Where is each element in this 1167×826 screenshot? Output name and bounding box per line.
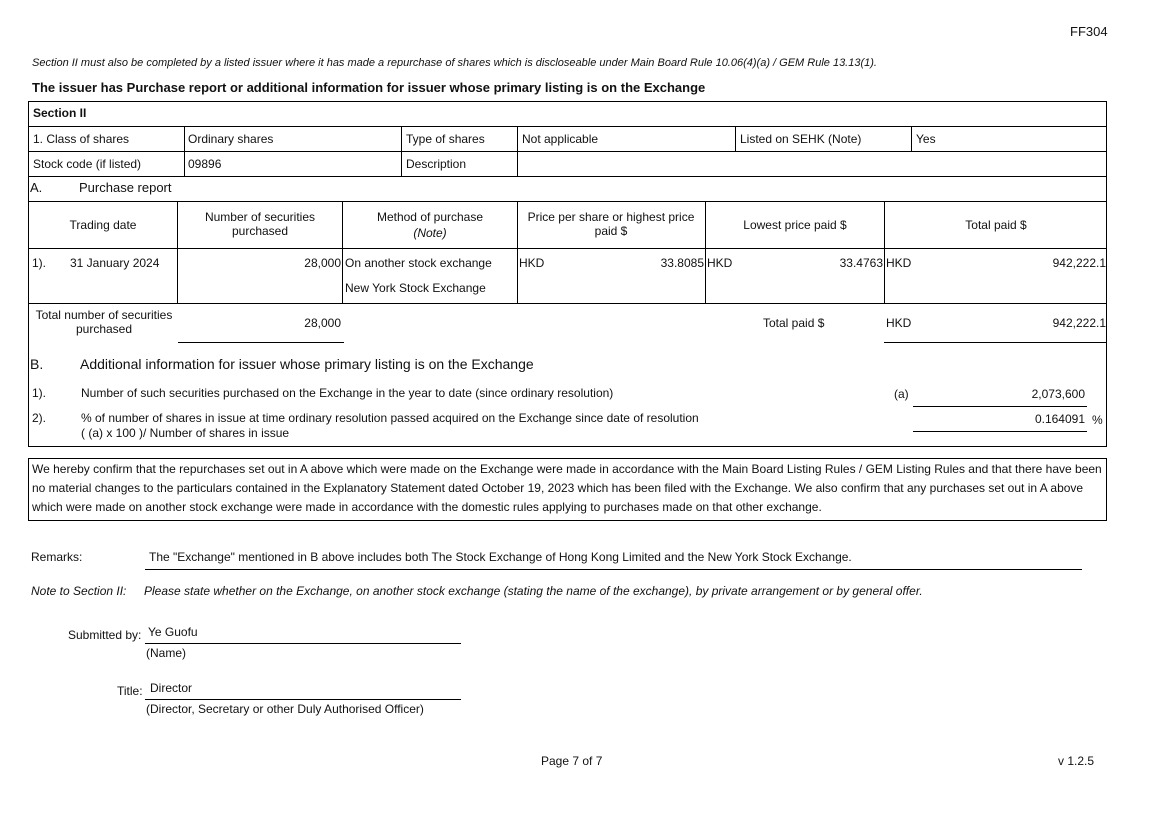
submitted-title: Director: [150, 681, 193, 695]
col-price-high: Price per share or highest price paid $: [527, 210, 695, 238]
total-num-label: Total number of securities purchased: [35, 308, 173, 336]
note-text: Please state whether on the Exchange, on another stock exchange (stating the name of the exchange), by private arrangement or by general offer.: [144, 584, 923, 598]
row-method-1: On another stock exchange: [345, 256, 492, 270]
note-label: Note to Section II:: [31, 584, 127, 598]
row-price-high: 33.8085: [660, 256, 704, 270]
total-paid-currency: HKD: [886, 316, 912, 330]
part-b-letter: B.: [30, 356, 44, 372]
row-lowest: 33.4763: [839, 256, 883, 270]
row-index: 1).: [32, 256, 47, 270]
stock-code-label: Stock code (if listed): [33, 157, 142, 171]
description-label: Description: [406, 157, 467, 171]
stock-code-value: 09896: [188, 157, 222, 171]
col-lowest: Lowest price paid $: [743, 218, 847, 232]
type-label: Type of shares: [406, 132, 485, 146]
row-number: 28,000: [304, 256, 341, 270]
row-date: 31 January 2024: [70, 256, 160, 270]
col-total: Total paid $: [965, 218, 1027, 232]
row-total-currency: HKD: [886, 256, 912, 270]
b-item2-formula: ( (a) x 100 )/ Number of shares in issue: [81, 426, 290, 440]
b-item2-value: 0.164091: [1034, 412, 1085, 426]
row-lowest-currency: HKD: [707, 256, 733, 270]
page-number: Page 7 of 7: [541, 754, 603, 768]
divider: [28, 126, 1107, 127]
col-num-securities: Number of securities purchased: [204, 210, 316, 238]
section-label: Section II: [33, 106, 87, 120]
listed-value: Yes: [916, 132, 936, 146]
submitted-name: Ye Guofu: [148, 625, 198, 639]
confirmation-text: We hereby confirm that the repurchases set out in A above which were made on the Exchange were made in accordance with the Main Board Listing Rules / GEM Listing Rules and that there have been no material changes to the particulars contained in the Explanatory Statement dated October 19, 2023 which has been filed with the Exchange. We also confirm that any purchases set out in A above which were made on another stock exchange were made in accordance with the domestic rules applying to purchases made on that other exchange.: [32, 462, 1102, 514]
remarks-text: The "Exchange" mentioned in B above includes both The Stock Exchange of Hong Kong Limited and the New York Stock Exchange.: [149, 550, 852, 564]
title-caption: (Director, Secretary or other Duly Authorised Officer): [146, 702, 424, 716]
page-heading: The issuer has Purchase report or additional information for issuer whose primary listing is on the Exchange: [32, 80, 706, 95]
remarks-label: Remarks:: [31, 550, 83, 564]
submitted-label: Submitted by:: [68, 628, 142, 642]
total-paid-label: Total paid $: [763, 316, 825, 330]
part-a-title: Purchase report: [79, 180, 172, 195]
title-label: Title:: [117, 684, 143, 698]
class-label: 1. Class of shares: [33, 132, 130, 146]
b-item1-index: 1).: [32, 386, 47, 400]
part-a-letter: A.: [30, 180, 43, 195]
intro-note: Section II must also be completed by a listed issuer where it has made a repurchase of shares which is discloseable under Main Board Rule 10.06(4)(a) / GEM Rule 13.13(1).: [32, 57, 877, 69]
form-code: FF304: [1070, 24, 1108, 39]
part-b-title: Additional information for issuer whose primary listing is on the Exchange: [80, 356, 534, 372]
type-value: Not applicable: [522, 132, 599, 146]
row-price-currency: HKD: [519, 256, 545, 270]
version: v 1.2.5: [1058, 754, 1095, 768]
b-item2-index: 2).: [32, 411, 47, 425]
b-item1-value: 2,073,600: [1031, 387, 1085, 401]
col-method-note: (Note): [413, 226, 447, 240]
b-item1-ref: (a): [894, 387, 909, 401]
b-item1-text: Number of such securities purchased on the Exchange in the year to date (since ordinary resolution): [81, 386, 614, 400]
b-item2-unit: %: [1092, 413, 1103, 427]
col-method: Method of purchase: [376, 210, 484, 224]
col-trading-date: Trading date: [69, 218, 137, 232]
listed-label: Listed on SEHK (Note): [740, 132, 862, 146]
row-total: 942,222.1: [1052, 256, 1106, 270]
b-item2-text: % of number of shares in issue at time ordinary resolution passed acquired on the Exchange since date of resolution: [81, 411, 699, 425]
name-caption: (Name): [146, 646, 187, 660]
total-num-value: 28,000: [304, 316, 341, 330]
class-value: Ordinary shares: [188, 132, 274, 146]
total-paid-value: 942,222.1: [1052, 316, 1106, 330]
row-method-2: New York Stock Exchange: [345, 281, 486, 295]
